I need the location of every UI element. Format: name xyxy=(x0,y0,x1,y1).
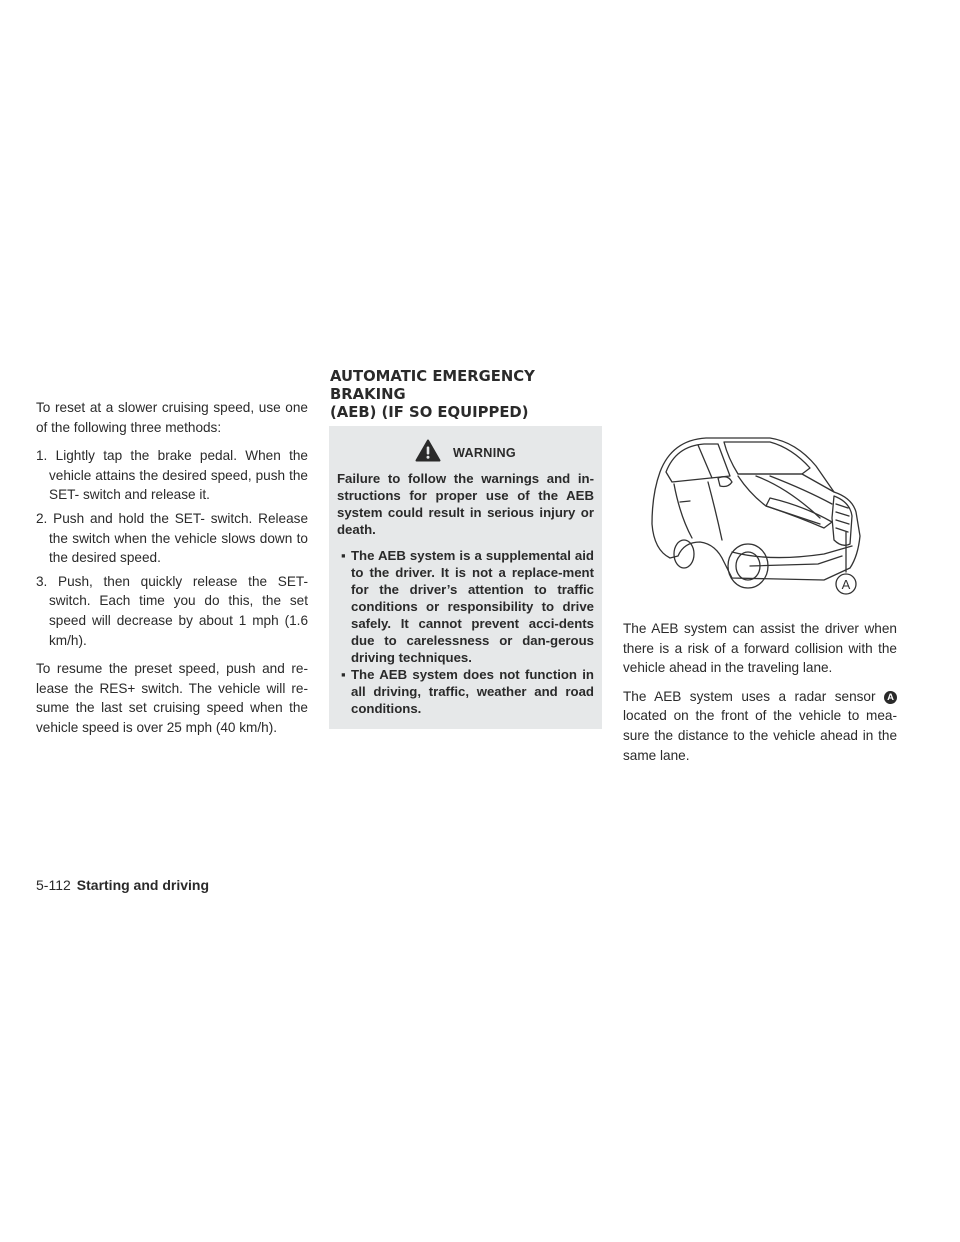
chapter-title: Starting and driving xyxy=(76,877,210,893)
warning-bullet-text: The AEB system is a supplemental aid to the driver. It is not a replace-ment for the driver’s attention to traffic conditions or responsibility to drive safely. It cannot prevent acci-dents due to carelessness or dan-gerous driving techniques. xyxy=(351,547,594,665)
warning-bullet xyxy=(337,547,594,666)
sensor-text-before: The AEB system uses a radar sensor xyxy=(623,688,876,704)
aeb-sensor-paragraph xyxy=(623,687,897,765)
warning-bullet xyxy=(337,666,594,717)
warning-box xyxy=(329,426,602,729)
warning-header xyxy=(337,438,594,464)
warning-bullet-list xyxy=(337,547,594,717)
callout-a-marker: A xyxy=(884,691,897,704)
reset-methods-list xyxy=(36,446,308,650)
left-column xyxy=(36,398,308,747)
reset-method-1: 1. Lightly tap the brake pedal. When the vehicle attains the desired speed, push the SET- switch and release it. xyxy=(36,448,308,503)
reset-intro-paragraph: To reset at a slower cruising speed, use one of the following three methods: xyxy=(36,400,308,435)
callout-a-label: A xyxy=(841,577,851,592)
bullet-icon: ▪ xyxy=(341,666,346,682)
reset-method-3: 3. Push, then quickly release the SET- switch. Each time you do this, the set speed will decrease by about 1 mph (1.6 km/h). xyxy=(36,573,308,648)
section-title xyxy=(330,368,602,422)
section-title-line-1: AUTOMATIC EMERGENCY BRAKING xyxy=(330,368,535,403)
middle-column xyxy=(329,368,602,729)
bullet-icon: ▪ xyxy=(341,547,346,563)
warning-bullet-text: The AEB system does not function in all driving, traffic, weather and road conditions. xyxy=(351,666,594,716)
page-number: 5-112 xyxy=(36,877,71,893)
car-front-illustration xyxy=(620,432,912,600)
aeb-assist-paragraph: The AEB system can assist the driver when there is a risk of a forward collision with the vehicle ahead in the traveling lane. xyxy=(623,621,897,676)
warning-text: Failure to follow the warnings and in-structions for proper use of the AEB system could result in serious injury or death. xyxy=(337,470,594,537)
reset-method-2: 2. Push and hold the SET- switch. Release the switch when the vehicle slows down to the desired speed. xyxy=(36,510,308,566)
page-footer xyxy=(36,876,209,894)
sensor-text-after: located on the front of the vehicle to mea-sure the distance to the vehicle ahead in the same lane. xyxy=(623,708,897,763)
warning-label: WARNING xyxy=(453,446,516,460)
resume-paragraph: To resume the preset speed, push and re-lease the RES+ switch. The vehicle will re-sume the last set cruising speed when the vehicle speed is over 25 mph (40 km/h). xyxy=(36,661,308,735)
right-column xyxy=(623,619,897,774)
warning-triangle-icon xyxy=(415,439,441,462)
section-title-line-2: (AEB) (IF SO EQUIPPED) xyxy=(330,404,529,421)
